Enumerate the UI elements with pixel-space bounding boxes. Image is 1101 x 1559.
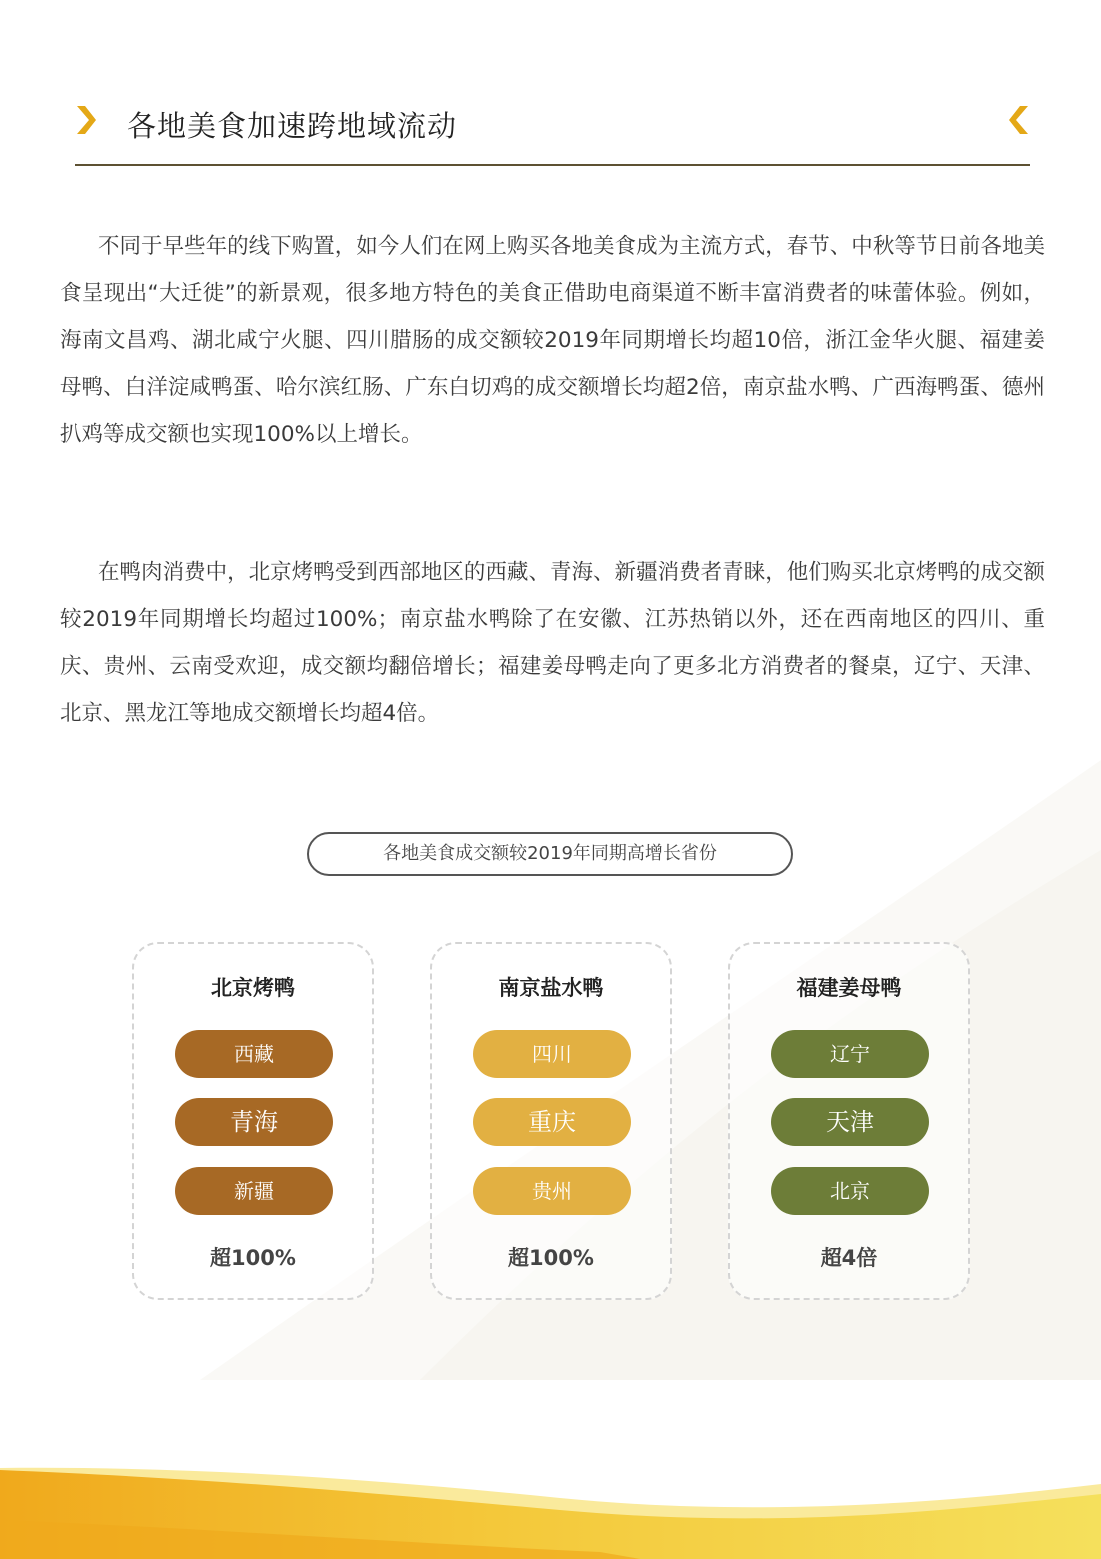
body-paragraph-2: 在鸭肉消费中，北京烤鸭受到西部地区的西藏、青海、新疆消费者青睐，他们购买北京烤鸭的成交额较2019年同期增长均超过100%；南京盐水鸭除了在安徽、江苏热销以外，还在西南地区的四川、重庆、贵州、云南受欢迎，成交额均翻倍增长；福建姜母鸭走向了更多北方消费者的餐桌，辽宁、天津、北京、黑龙江等地成交额增长均超4倍。 (60, 560, 1045, 726)
province-tag: 天津 (771, 1098, 929, 1146)
header-rule (75, 164, 1030, 166)
province-tag: 西藏 (175, 1030, 333, 1078)
growth-value: 超4倍 (820, 1246, 878, 1270)
chevron-right-icon (75, 104, 97, 136)
province-tag: 重庆 (473, 1098, 631, 1146)
body-paragraph-1: 不同于早些年的线下购置，如今人们在网上购买各地美食成为主流方式，春节、中秋等节日前各地美食呈现出“大迁徙”的新景观，很多地方特色的美食正借助电商渠道不断丰富消费者的味蕾体验。例如，海南文昌鸡、湖北咸宁火腿、四川腊肠的成交额较2019年同期增长均超10倍，浙江金华火腿、福建姜母鸭、白洋淀咸鸭蛋、哈尔滨红肠、广东白切鸡的成交额增长均超2倍，南京盐水鸭、广西海鸭蛋、德州扒鸡等成交额也实现100%以上增长。 (60, 234, 1045, 447)
section-header (75, 96, 1030, 168)
chart-caption: 各地美食成交额较2019年同期高增长省份 (307, 832, 793, 876)
footer-wave (0, 1440, 1101, 1559)
card-fujian-duck (728, 942, 970, 1300)
province-tag: 新疆 (175, 1167, 333, 1215)
chevron-left-icon (1008, 104, 1030, 136)
growth-value: 超100% (508, 1246, 594, 1270)
card-title: 南京盐水鸭 (498, 976, 604, 1000)
growth-value: 超100% (210, 1246, 296, 1270)
card-beijing-duck (132, 942, 374, 1300)
card-nanjing-duck (430, 942, 672, 1300)
province-tag: 辽宁 (771, 1030, 929, 1078)
card-title: 北京烤鸭 (211, 976, 295, 1000)
province-tag: 四川 (473, 1030, 631, 1078)
card-title: 福建姜母鸭 (796, 976, 902, 1000)
page-title: 各地美食加速跨地域流动 (127, 109, 458, 143)
province-tag: 北京 (771, 1167, 929, 1215)
province-tag: 贵州 (473, 1167, 631, 1215)
province-tag: 青海 (175, 1098, 333, 1146)
